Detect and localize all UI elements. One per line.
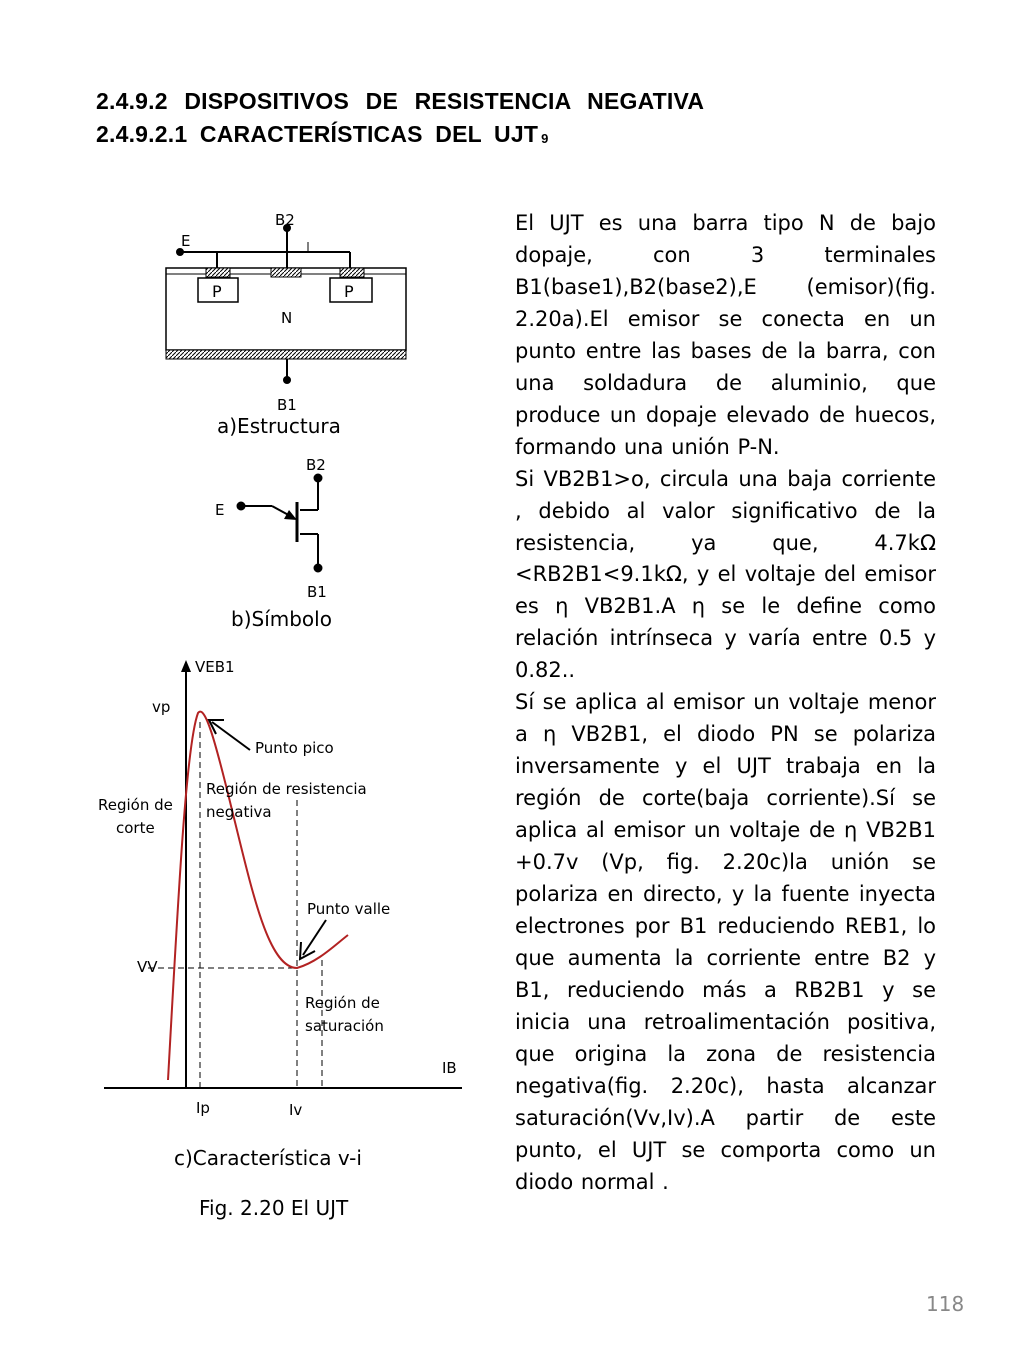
label-vp: vp [152, 698, 171, 716]
label-ip: Ip [196, 1099, 210, 1117]
region-cutoff-line2: corte [116, 819, 155, 837]
y-axis-arrow-icon [181, 660, 191, 672]
peak-pointer [212, 722, 250, 750]
b1-terminal [284, 377, 291, 384]
structure-label-b2: B2 [275, 211, 295, 229]
page-number: 118 [926, 1292, 965, 1316]
emitter-arrow-icon [284, 510, 297, 520]
symbol-label-e: E [215, 501, 225, 519]
structure-label-p-right: P [344, 282, 354, 301]
vi-characteristic-plot [104, 660, 462, 1088]
figure-caption: Fig. 2.20 El UJT [199, 1196, 349, 1220]
caption-characteristic: c)Característica v-i [174, 1146, 362, 1170]
label-iv: Iv [289, 1101, 303, 1119]
section-heading: 2.4.9.2 DISPOSITIVOS DE RESISTENCIA NEGATIVA [96, 88, 705, 114]
structure-label-p-left: P [212, 282, 222, 301]
paragraph-low-current: Si VB2B1>o, circula una baja corriente , debido al valor significativo de la resistencia, ya que, 4.7kΩ <RB2B1<9.1kΩ, y el voltaje del emisor es η VB2B1.A η se le define como relación intrínseca y varía entre 0.5 y 0.82.. [515, 466, 936, 683]
region-negative-line2: negativa [206, 803, 272, 821]
symbol-label-b1: B1 [307, 583, 327, 601]
symbol-label-b2: B2 [306, 456, 326, 474]
annotation-peak: Punto pico [255, 739, 334, 757]
contact-left [206, 268, 230, 277]
b1-contact-layer [166, 350, 406, 359]
caption-structure: a)Estructura [217, 414, 341, 438]
x-axis-label: IB [442, 1059, 457, 1077]
contact-right [340, 268, 364, 277]
subsection-heading-text: 2.4.9.2.1 CARACTERÍSTICAS DEL UJT [96, 121, 539, 147]
region-cutoff-line1: Región de [98, 796, 173, 814]
paragraph-operation-regions: Sí se aplica al emisor un voltaje menor a η VB2B1, el diodo PN se polariza inversamente y el UJT trabaja en la región de corte(baja corriente).Sí se aplica al emisor un voltaje de η VB2B1 +0.7v (Vp, fig. 2.20c)la unión se polariza en directo, y la fuente inyecta electrones por B1 reduciendo REB1, lo que aumenta la corriente entre B2 y B1, reduciendo más a RB2B1 y se inicia una retroalimentación positiva, que origina la zona de resistencia negativa(fig. 2.20c), hasta alcanzar saturación(Vv,Iv).A partir de este punto, el UJT se comporta como un diodo normal . [515, 690, 936, 1194]
y-axis-label: VEB1 [195, 658, 235, 676]
body-text [515, 208, 936, 1199]
footnote-marker: 9 [541, 131, 549, 146]
structure-label-n: N [281, 309, 293, 327]
contact-b2 [271, 268, 301, 277]
region-saturation-line2: saturación [305, 1017, 384, 1035]
structure-label-b1: B1 [277, 396, 297, 414]
valley-pointer [303, 920, 326, 955]
paragraph-ujt-description: El UJT es una barra tipo N de bajo dopaje, con 3 terminales B1(base1),B2(base2),E (emisor)(fig. 2.20a).El emisor se conecta en un punto entre las bases de la barra, con una soldadura de aluminio, que produce un dopaje elevado de huecos, formando una unión P-N. [515, 211, 936, 459]
region-negative-line1: Región de resistencia [206, 780, 367, 798]
structure-label-e: E [181, 232, 191, 250]
caption-symbol: b)Símbolo [231, 607, 332, 631]
annotation-valley: Punto valle [307, 900, 391, 918]
ujt-structure-diagram [166, 225, 406, 384]
ujt-symbol-diagram [238, 475, 322, 572]
region-saturation-line1: Región de [305, 994, 380, 1012]
label-vv: VV [137, 958, 158, 976]
